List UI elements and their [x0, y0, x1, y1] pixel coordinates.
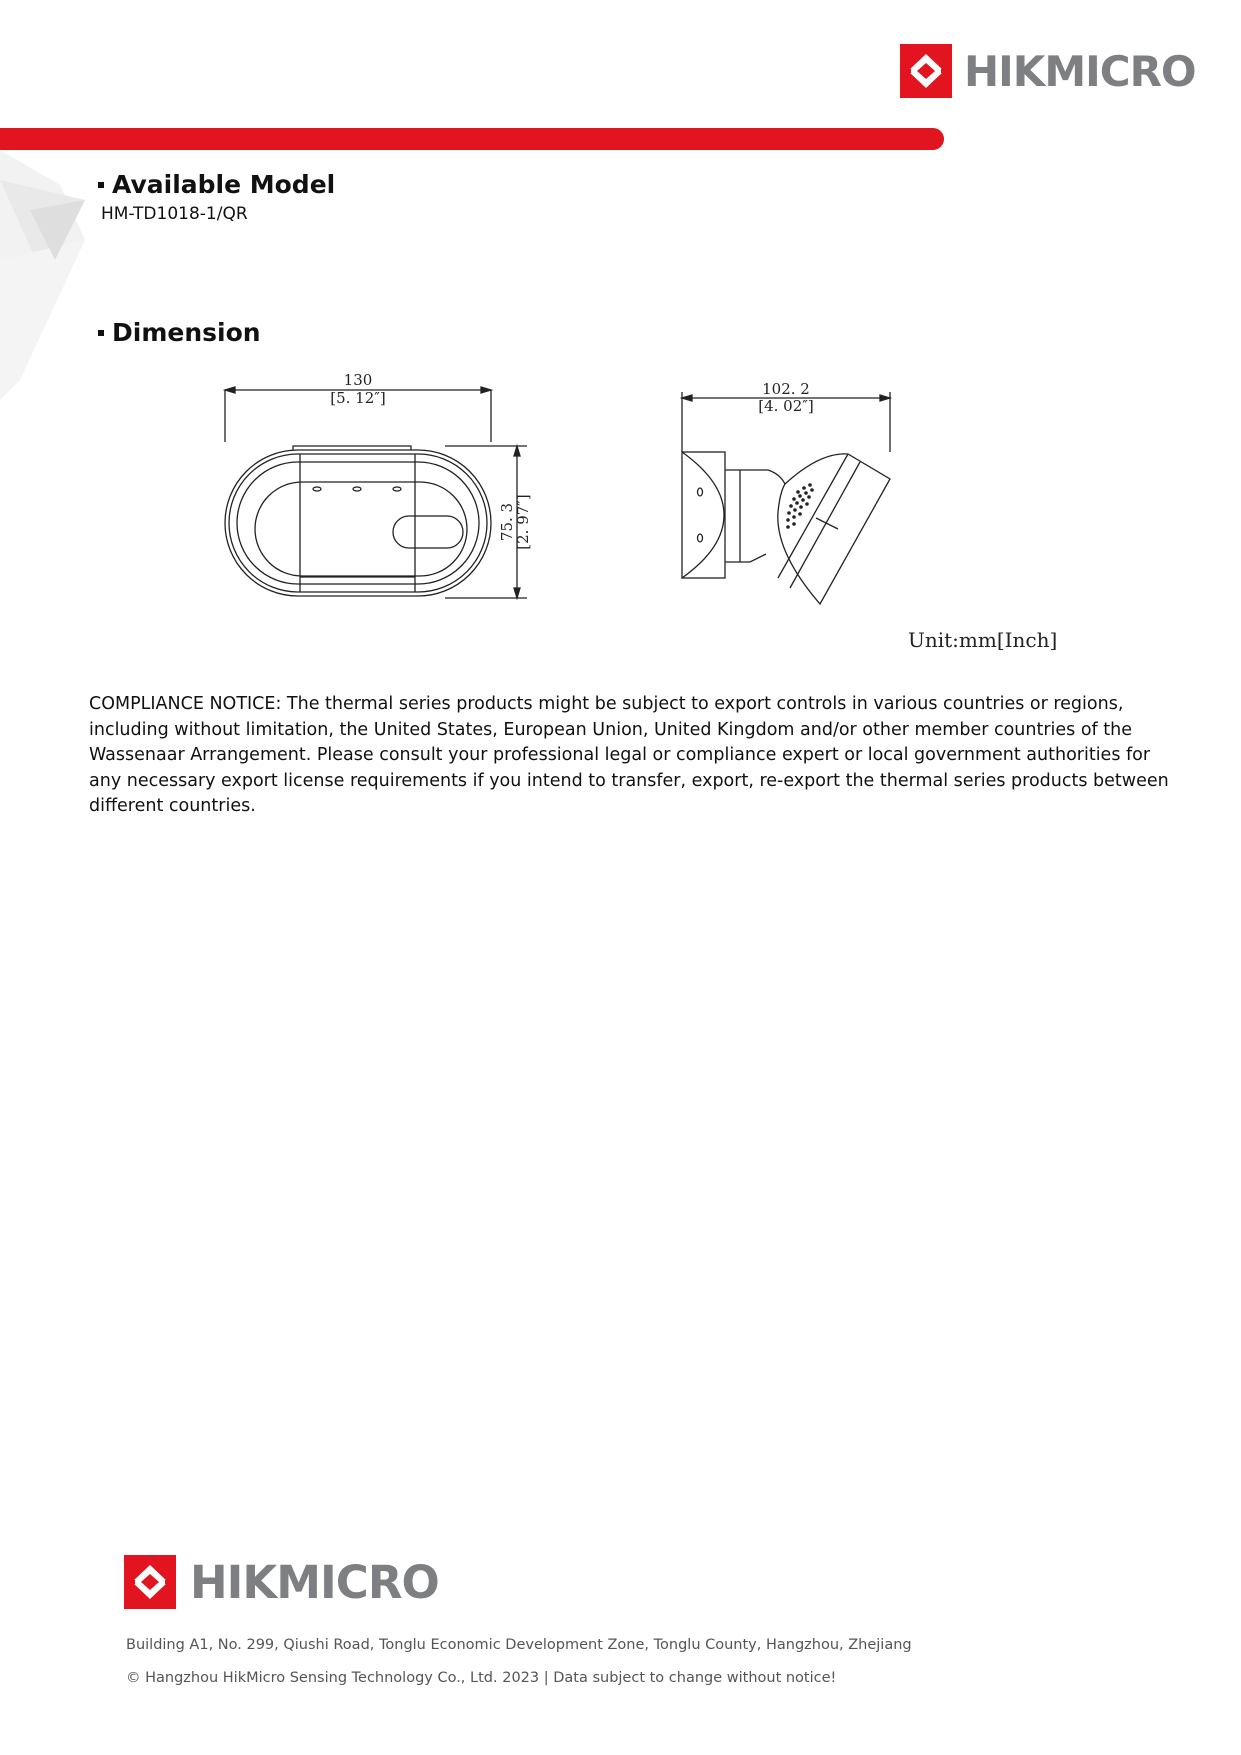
model-number: HM-TD1018-1/QR: [101, 204, 248, 224]
available-model-title: Available Model: [112, 170, 336, 199]
dimension-title: Dimension: [112, 318, 261, 347]
unit-label: Unit:mm[Inch]: [908, 628, 1058, 652]
front-width-mm: 130: [343, 372, 373, 389]
brand-wordmark: HIKMICRO: [964, 46, 1196, 96]
hikmicro-logo-icon: [900, 44, 952, 98]
available-model-heading: [98, 170, 335, 199]
decorative-shards: [0, 150, 90, 400]
side-width-inch: [4. 02″]: [758, 397, 814, 415]
footer-copyright: © Hangzhou HikMicro Sensing Technology Co., Ltd. 2023 | Data subject to change without notice!: [126, 1670, 837, 1686]
compliance-notice: COMPLIANCE NOTICE: The thermal series products might be subject to export controls in various countries or regions, including without limitation, the United States, European Union, United Kingdom and/or other member countries of the Wassenaar Arrangement. Please consult your professional legal or compliance expert or local government authorities for any necessary export license requirements if you intend to transfer, export, re-export the thermal series products between different countries.: [89, 694, 1169, 816]
footer-brand-wordmark: HIKMICRO: [190, 1555, 439, 1609]
header-red-bar: [0, 128, 944, 150]
footer-logo: [124, 1555, 439, 1609]
front-height-inch: [2. 97″]: [514, 494, 532, 550]
side-view-drawing: [680, 382, 910, 612]
front-view-drawing: [215, 372, 535, 612]
hikmicro-logo-icon: [124, 1555, 176, 1609]
footer-address: Building A1, No. 299, Qiushi Road, Tonglu Economic Development Zone, Tonglu County, Hangzhou, Zhejiang: [126, 1637, 912, 1653]
side-width-mm: 102. 2: [762, 382, 810, 398]
front-width-inch: [5. 12″]: [330, 389, 386, 407]
front-height-mm: 75. 3: [498, 502, 516, 542]
bullet-icon: [98, 182, 104, 188]
dimension-heading: [98, 318, 261, 347]
header-logo: [900, 44, 1196, 98]
bullet-icon: [98, 330, 104, 336]
